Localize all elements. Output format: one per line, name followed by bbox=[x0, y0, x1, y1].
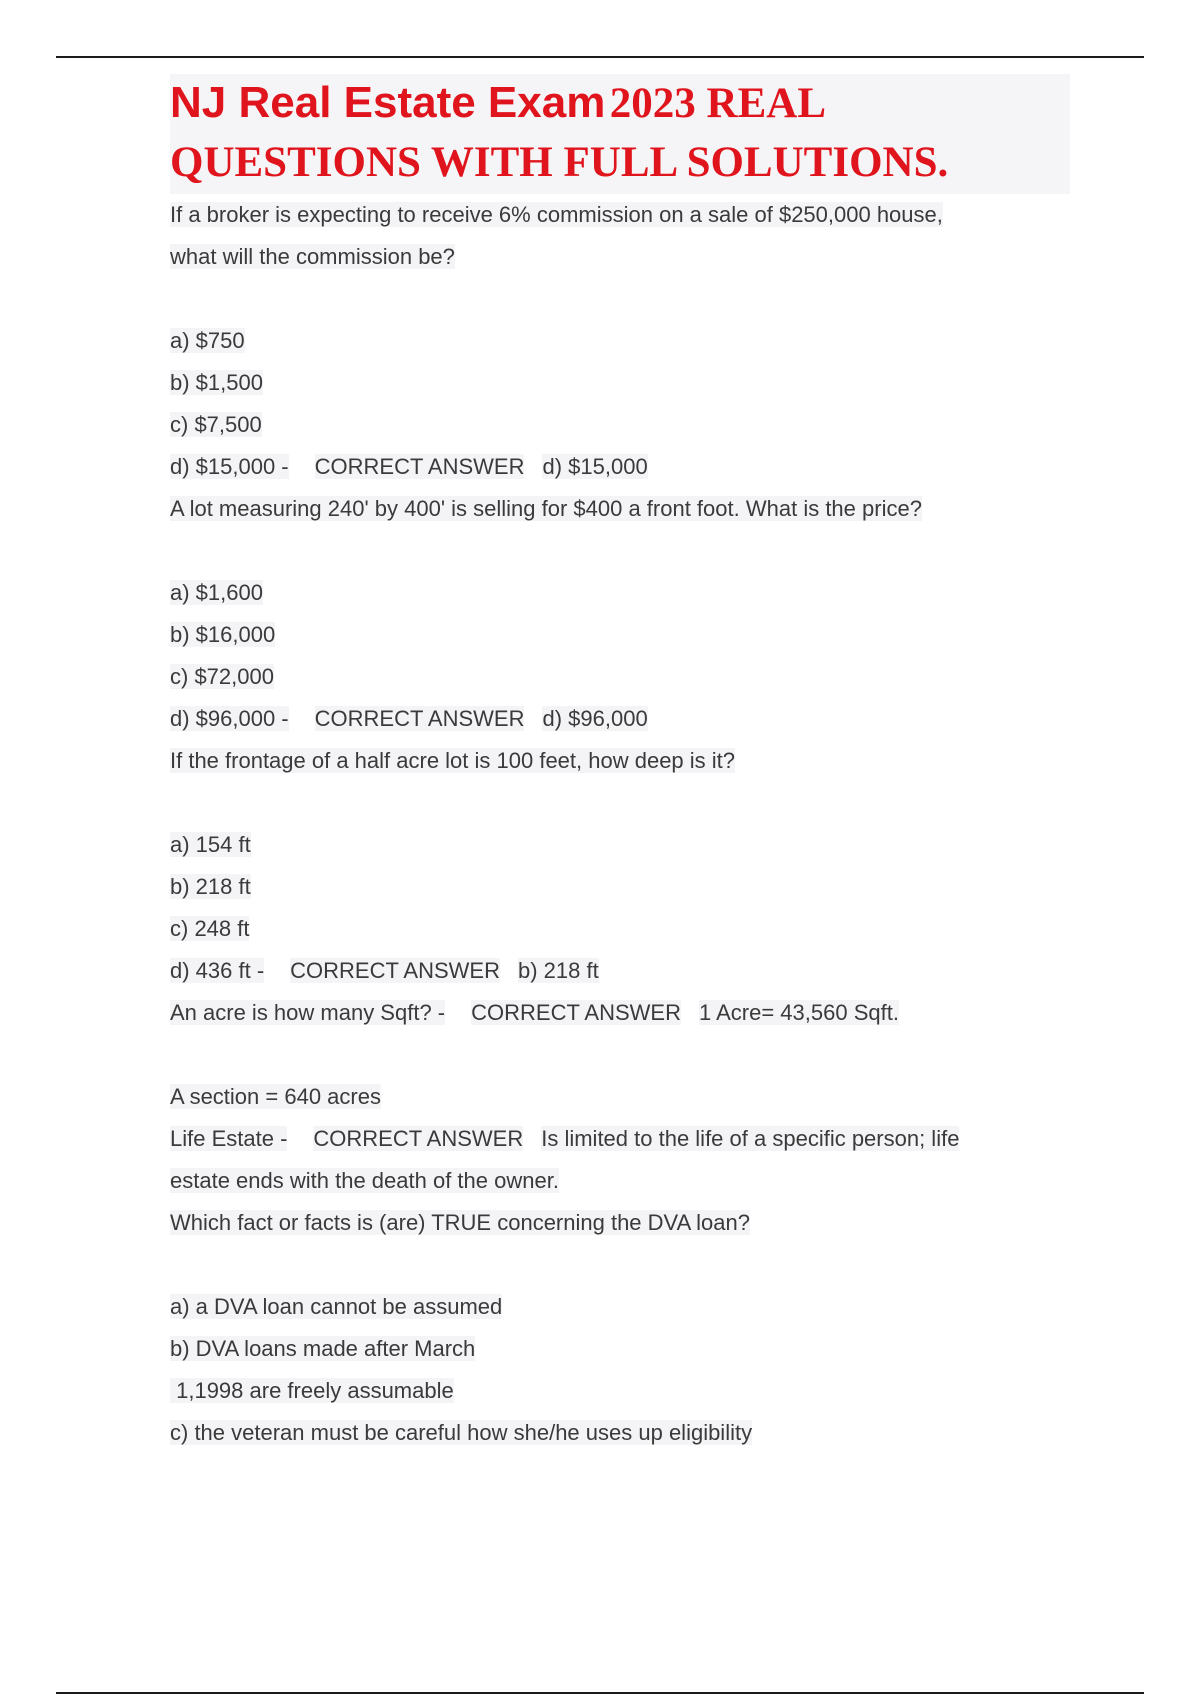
title-line-2: QUESTIONS WITH FULL SOLUTIONS. bbox=[170, 139, 949, 186]
q5-answer: Is limited to the life of a specific person; life bbox=[541, 1126, 960, 1151]
question-1: If a broker is expecting to receive 6% commission on a sale of $250,000 house, bbox=[170, 202, 943, 227]
q6-option-b-cont: 1,1998 are freely assumable bbox=[170, 1378, 454, 1403]
question-2: A lot measuring 240' by 400' is selling for $400 a front foot. What is the price? bbox=[170, 496, 922, 521]
document-content bbox=[170, 74, 1070, 1454]
q3-answer: b) 218 ft bbox=[518, 958, 599, 983]
question-1-cont: what will the commission be? bbox=[170, 244, 455, 269]
q3-option-b: b) 218 ft bbox=[170, 874, 251, 899]
question-4: An acre is how many Sqft? - CORRECT ANSWER 1 Acre= 43,560 Sqft. bbox=[170, 1000, 899, 1025]
document-title bbox=[170, 74, 1070, 194]
title-part-2: 2023 REAL bbox=[609, 80, 827, 127]
q1-option-a: a) $750 bbox=[170, 328, 245, 353]
question-3: If the frontage of a half acre lot is 100 feet, how deep is it? bbox=[170, 748, 736, 773]
q6-option-c: c) the veteran must be careful how she/he uses up eligibility bbox=[170, 1420, 753, 1445]
correct-answer-label: CORRECT ANSWER bbox=[313, 1126, 524, 1151]
q2-option-d: d) $96,000 - CORRECT ANSWER d) $96,000 bbox=[170, 706, 648, 731]
q2-answer: d) $96,000 bbox=[542, 706, 648, 731]
q3-option-d: d) 436 ft - CORRECT ANSWER b) 218 ft bbox=[170, 958, 599, 983]
q1-option-d: d) $15,000 - CORRECT ANSWER d) $15,000 bbox=[170, 454, 648, 479]
title-part-1: NJ Real Estate Exam bbox=[170, 78, 606, 127]
q3-option-c: c) 248 ft bbox=[170, 916, 250, 941]
q1-option-c: c) $7,500 bbox=[170, 412, 262, 437]
correct-answer-label: CORRECT ANSWER bbox=[314, 454, 525, 479]
question-6: Which fact or facts is (are) TRUE concerning the DVA loan? bbox=[170, 1210, 750, 1235]
q6-option-a: a) a DVA loan cannot be assumed bbox=[170, 1294, 503, 1319]
q2-option-b: b) $16,000 bbox=[170, 622, 276, 647]
q6-option-b: b) DVA loans made after March bbox=[170, 1336, 476, 1361]
q4-answer: 1 Acre= 43,560 Sqft. bbox=[698, 1000, 899, 1025]
correct-answer-label: CORRECT ANSWER bbox=[471, 1000, 681, 1025]
correct-answer-label: CORRECT ANSWER bbox=[290, 958, 500, 983]
q2-option-a: a) $1,600 bbox=[170, 580, 263, 605]
q1-answer: d) $15,000 bbox=[542, 454, 648, 479]
q4-extra: A section = 640 acres bbox=[170, 1084, 381, 1109]
question-5: Life Estate - CORRECT ANSWER Is limited to the life of a specific person; life bbox=[170, 1126, 960, 1151]
bottom-rule bbox=[56, 1692, 1144, 1694]
title-line-1 bbox=[170, 78, 1070, 138]
q3-option-a: a) 154 ft bbox=[170, 832, 251, 857]
correct-answer-label: CORRECT ANSWER bbox=[314, 706, 525, 731]
q2-option-c: c) $72,000 bbox=[170, 664, 274, 689]
q5-answer-cont: estate ends with the death of the owner. bbox=[170, 1168, 559, 1193]
q1-option-b: b) $1,500 bbox=[170, 370, 263, 395]
top-rule bbox=[56, 56, 1144, 58]
